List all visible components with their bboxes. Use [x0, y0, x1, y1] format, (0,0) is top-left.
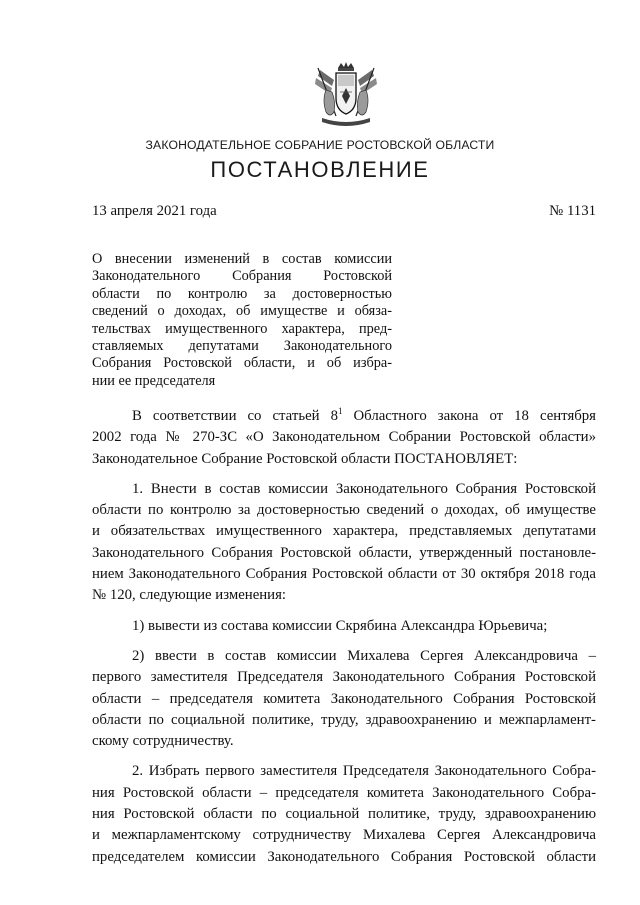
- document-subject: [92, 251, 392, 390]
- subject-line: тельствах имущественного характера, пред-: [92, 320, 392, 337]
- clause-line: 1. Внести в состав комиссии Законодательного Собрания Ростовской: [132, 480, 596, 497]
- preamble-text: В соответствии со статьей 8: [132, 408, 338, 424]
- subclause-1-paragraph: [92, 616, 596, 637]
- subject-line: Законодательного Собрания Ростовской: [92, 268, 392, 285]
- clause-line: № 120, следующие изменения:: [92, 587, 287, 604]
- clause-line: Законодательного Собрания Ростовской области, утвержденный постановле-: [92, 544, 596, 561]
- clause-line: председателем комиссии Законодательного Собрания Ростовской области: [92, 848, 596, 865]
- subject-line: области по контролю за достоверностью: [92, 285, 392, 302]
- clause-line: области – председателя комитета Законодательного Собрания Ростовской: [92, 690, 596, 707]
- subject-line: сведений о доходах, об имуществе и обяза-: [92, 303, 392, 320]
- preamble-line: 2002 года № 270-ЗС «О Законодательном Собрании Ростовской области»: [92, 429, 596, 446]
- clause-line: ния Ростовской области по социальной политике, труду, здравоохранению: [92, 806, 596, 823]
- clause-line: скому сотрудничеству.: [92, 733, 234, 750]
- subject-line: ставляемых депутатами Законодательного: [92, 338, 392, 355]
- coat-of-arms-icon: [312, 62, 380, 128]
- preamble-paragraph: [92, 406, 596, 470]
- assembly-name: ЗАКОНОДАТЕЛЬНОЕ СОБРАНИЕ РОСТОВСКОЙ ОБЛАСТИ: [145, 138, 495, 152]
- clause-line: ния Ростовской области – председателя комитета Законодательного Собра-: [92, 784, 596, 801]
- clause-1-paragraph: [92, 479, 596, 607]
- clause-line: нием Законодательного Собрания Ростовской области от 30 октября 2018 года: [92, 566, 596, 583]
- document-date: 13 апреля 2021 года: [92, 203, 217, 219]
- document-body: [92, 406, 596, 877]
- preamble-text: Областного закона от 18 сентября: [342, 408, 596, 424]
- document-number: № 1131: [549, 203, 596, 219]
- clause-line: первого заместителя Председателя Законодательного Собрания Ростовской: [92, 669, 596, 686]
- subject-line: нии ее председателя: [92, 372, 216, 389]
- clause-2-paragraph: [92, 761, 596, 867]
- clause-line: и обязательствах имущественного характера, представляемых депутатами: [92, 523, 596, 540]
- subject-line: О внесении изменений в состав комиссии: [92, 251, 392, 267]
- clause-line: и межпарламентскому сотрудничеству Михалева Сергея Александровича: [92, 827, 596, 844]
- clause-line: 1) вывести из состава комиссии Скрябина Александра Юрьевича;: [132, 617, 548, 634]
- subclause-2-paragraph: [92, 646, 596, 752]
- clause-line: области по социальной политике, труду, здравоохранению и межпарламент-: [92, 711, 596, 728]
- clause-line: 2. Избрать первого заместителя Председателя Законодательного Собра-: [132, 763, 596, 780]
- subject-line: Собрания Ростовской области, и об избра-: [92, 355, 392, 372]
- article-superscript: 1: [337, 406, 343, 416]
- document-type-title: ПОСТАНОВЛЕНИЕ: [210, 157, 430, 182]
- preamble-line: [92, 406, 596, 427]
- preamble-line: Законодательное Собрание Ростовской области ПОСТАНОВЛЯЕТ:: [92, 450, 518, 467]
- clause-line: 2) ввести в состав комиссии Михалева Сергея Александровича –: [132, 647, 596, 664]
- clause-line: области по контролю за достоверностью сведений о доходах, об имуществе: [92, 502, 596, 519]
